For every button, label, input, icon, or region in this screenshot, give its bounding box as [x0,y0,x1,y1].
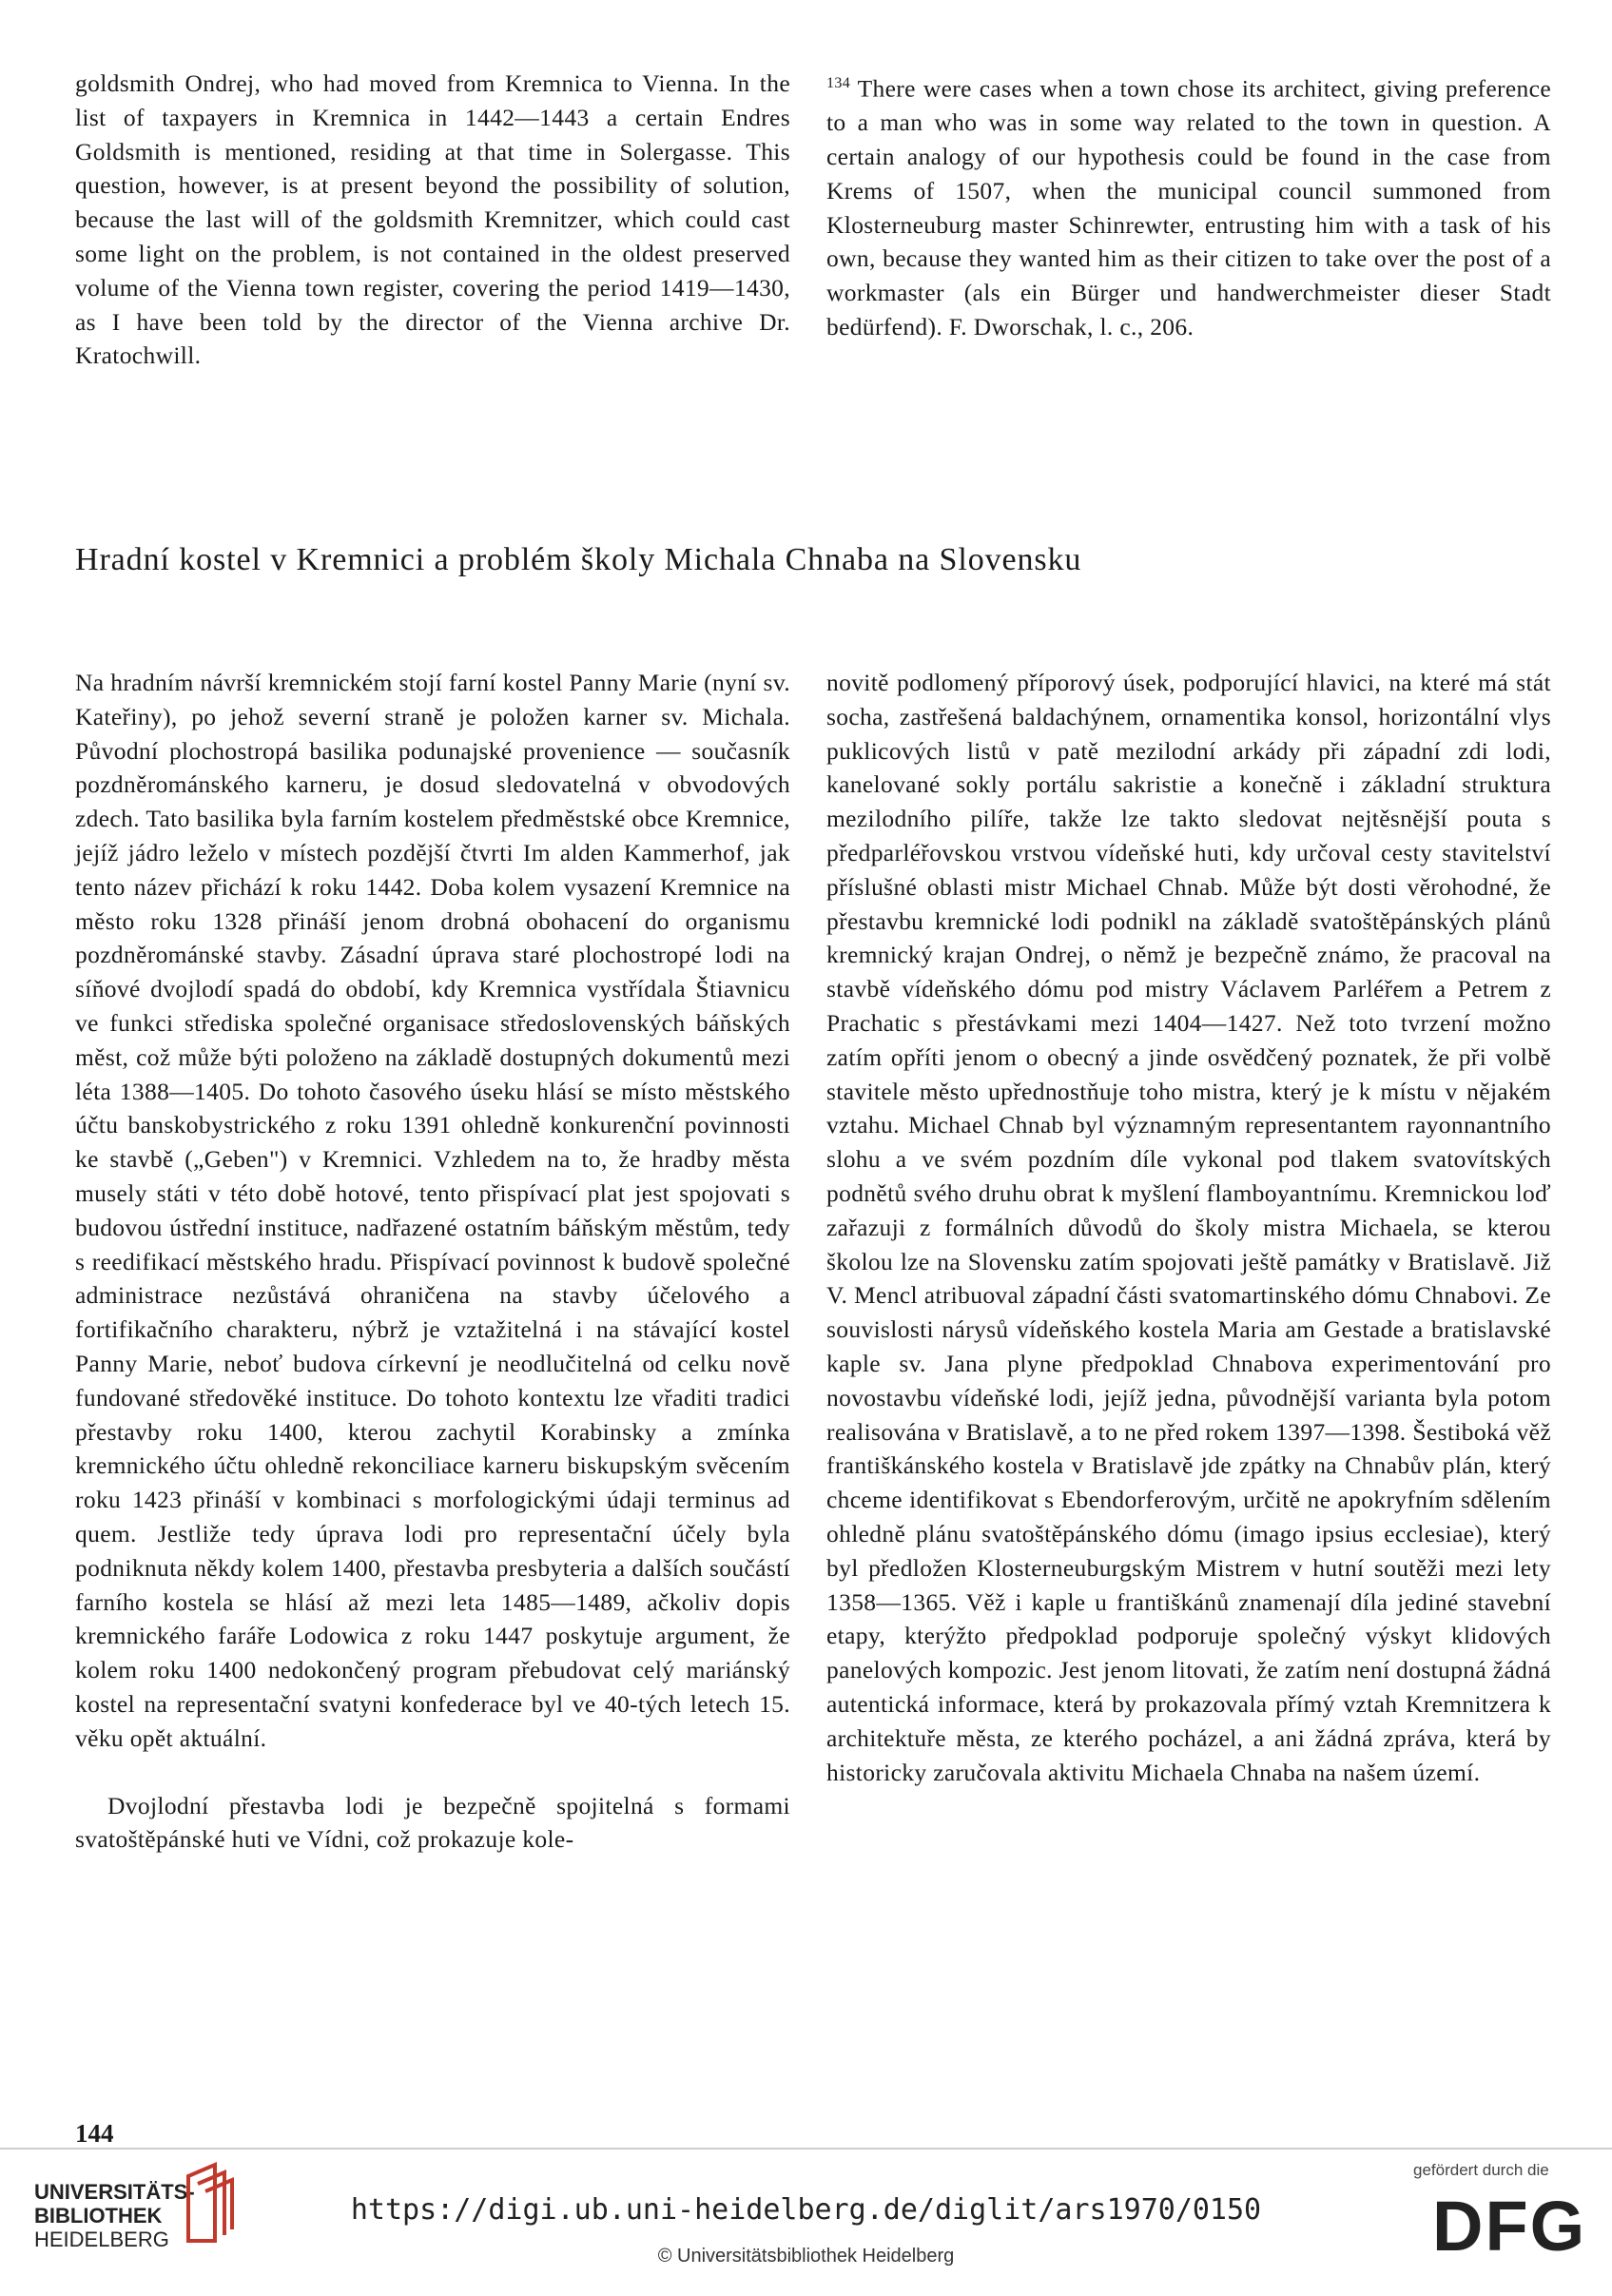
library-line-3: HEIDELBERG [34,2228,169,2251]
page-number: 144 [75,2119,114,2148]
continued-paragraph: goldsmith Ondrej, who had moved from Kremnica to Vienna. In the list of taxpayers in Kremnica in 1442—1443 a certain Endres Goldsmith is mentioned, residing at that time in Solergasse. This question, however, is at present beyond the possibility of solution, because the last will of the goldsmith Kremnitzer, which could cast some light on the problem, is not contained in the oldest preserved volume of the Vienna town register, covering the period 1419—1430, as I have been told by the director of the Vienna archive Dr. Kratochwill. [75,69,790,370]
left-column [75,666,790,1857]
footnote-number: 134 [826,75,851,91]
right-paragraph-1: novitě podlomený příporový úsek, podporující hlavici, na které má stát socha, zastřešená baldachýnem, ornamentika konsol, horizontální vlys puklicových listů v patě mezilodní arkády při západní zdi lodi, kanelované sokly portálu sakristie a konečně i základní struktura mezilodního pilíře, takže lze takto sledovat nejtěsnější pouta s předparléřovskou vrstvou vídeňské huti, kdy určoval cesty stavitelství příslušné oblasti mistr Michael Chnab. Může být dosti věrohodné, že přestavbu kremnické lodi podnikl na základě svatoštěpánských plánů kremnický krajan Ondrej, o němž je bezpečně známo, že pracoval na stavbě vídeňského dómu pod mistry Václavem Parléřem a Petrem z Prachatic s přestávkami mezi 1404—1427. Než toto tvrzení možno zatím opříti jenom o obecný a jinde osvědčený poznatek, že při volbě stavitele město upřednostňuje toho mistra, který je k místu v nějakém vztahu. Michael Chnab byl významným representantem rayonnantního slohu a ve svém pozdním díle vykonal pod tlakem svatovítských podnětů svého druhu obrat k myšlení flamboyantnímu. Kremnickou loď zařazuji z formálních důvodů do školy mistra Michaela, se kterou školou lze na Slovensku zatím spojovati ještě památky v Bratislavě. Již V. Mencl atribuoval západní části svatomartinského dómu Chnabovi. Ze souvislosti nárysů vídeňského kostela Maria am Gestade a bratislavské kaple sv. Jana plyne předpoklad Chnabova experimentování pro novostavbu vídeňské lodi, jejíž jedna, původnější varianta byla potom realisována v Bratislavě, a to ne před rokem 1397—1398. Šestiboká věž františkánského kostela v Bratislavě jde zpátky na Chnabův plán, který chceme identifikovat s Ebendorferovým, určitě ne apokryfním sdělením ohledně plánu svatoštěpánského dómu (imago ipsius ecclesiae), který byl předložen Klosterneuburgským Mistrem v hutní soutěži mezi lety 1358—1365. Věž i kaple u františkánů znamenají díla jediné stavební etapy, kterýžto předpoklad podporuje společný výskyt klidových panelových kompozic. Jest jenom litovati, že zatím není dostupná žádná autentická informace, která by prokazovala přímý vztah Kremnitzera k architektuře města, ze kterého pocházel, a ani žádná zpráva, která by historicky zaručovala aktivitu Michaela Chnaba na našem území. [826,669,1551,1786]
section-heading: Hradní kostel v Kremnici a problém školy Michala Chnaba na Slovensku [75,542,1082,577]
left-paragraph-2: Dvojlodní přestavba lodi je bezpečně spojitelná s formami svatoštěpánské huti ve Vídni, což prokazuje kole- [75,1791,790,1854]
footnote-134 [826,67,1551,344]
copyright-notice: © Universitätsbibliothek Heidelberg [657,2246,955,2267]
dfg-caption: gefördert durch die [1413,2161,1549,2179]
dfg-logo[interactable]: DFG [1432,2187,1587,2266]
footnote-paragraph [826,67,1551,344]
source-url-link[interactable]: https://digi.ub.uni-heidelberg.de/diglit/ars1970/0150 [350,2193,1262,2227]
right-column [826,666,1551,1789]
top-left-column [75,67,790,373]
footer-divider [0,2148,1612,2150]
footnote-text: There were cases when a town chose its architect, giving preference to a man who was in some way related to the town in question. A certain analogy of our hypothesis could be found in the case from Krems of 1507, when the municipal council summoned from Klosterneuburg master Schinrewter, entrusting him with a task of his own, because they wanted him as their citizen to take over the post of a workmaster (als ein Bürger und handwerchmeister dieser Stadt bedürfend). F. Dworschak, l. c., 206. [826,74,1551,341]
left-paragraph-1: Na hradním návrší kremnickém stojí farní kostel Panny Marie (nyní sv. Kateřiny), po jehož severní straně je položen karner sv. Michala. Původní plochostropá basilika podunajské provenience — současník pozdněrománského karneru, je dosud sledovatelná v obvodových zdech. Tato basilika byla farním kostelem předměstské obce Kremnice, jejíž jádro leželo v místech pozdější čtvrti Im alden Kammerhof, jak tento název přichází k roku 1442. Doba kolem vysazení Kremnice na město roku 1328 přináší jenom drobná obohacení do organismu pozdněrománské stavby. Zásadní úprava staré plochostropé lodi na síňové dvojlodí spadá do období, kdy Kremnica vystřídala Štiavnicu ve funkci střediska společné organisace středoslovenských báňských měst, což může býti položeno na základě dostupných dokumentů mezi léta 1388—1405. Do tohoto časového úseku hlásí se místo městského účtu banskobystrického z roku 1391 ohledně konkurenční povinnosti ke stavbě („Geben") v Kremnici. Vzhledem na to, že hradby města musely státi v této době hotové, tento přispívací plat jest spojovati s budovou ústřední instituce, nadřazené ostatním báňským městům, tedy s reedifikací městského hradu. Přispívací povinnost k budově společné administrace nezůstává ohraničena na stavby účelového a fortifikačního charakteru, nýbrž je vztažitelná i na stávající kostel Panny Marie, neboť budova církevní je neodlučitelná od celku nově fundované středověké instituce. Do tohoto kontextu lze vřaditi tradici přestavby roku 1400, kterou zachytil Korabinsky a zmínka kremnického účtu ohledně rekonciliace karneru biskupským svěcením roku 1423 přináší v kombinaci s morfologickými údaji terminus ad quem. Jestliže tedy úprava lodi pro representační účely byla podniknuta někdy kolem 1400, přestavba presbyteria a dalších součástí farního kostela se hlásí až mezi leta 1485—1489, ačkoliv dopis kremnického faráře Lodowica z roku 1447 poskytuje argument, že kolem roku 1400 nedokončený program přebudovat celý mariánský kostel na representační svatyni konfederace byl ve 40-tých letech 15. věku opět aktuální. [75,669,790,1752]
library-line-1: UNIVERSITÄTS- [34,2180,195,2204]
library-line-2: BIBLIOTHEK [34,2204,163,2228]
